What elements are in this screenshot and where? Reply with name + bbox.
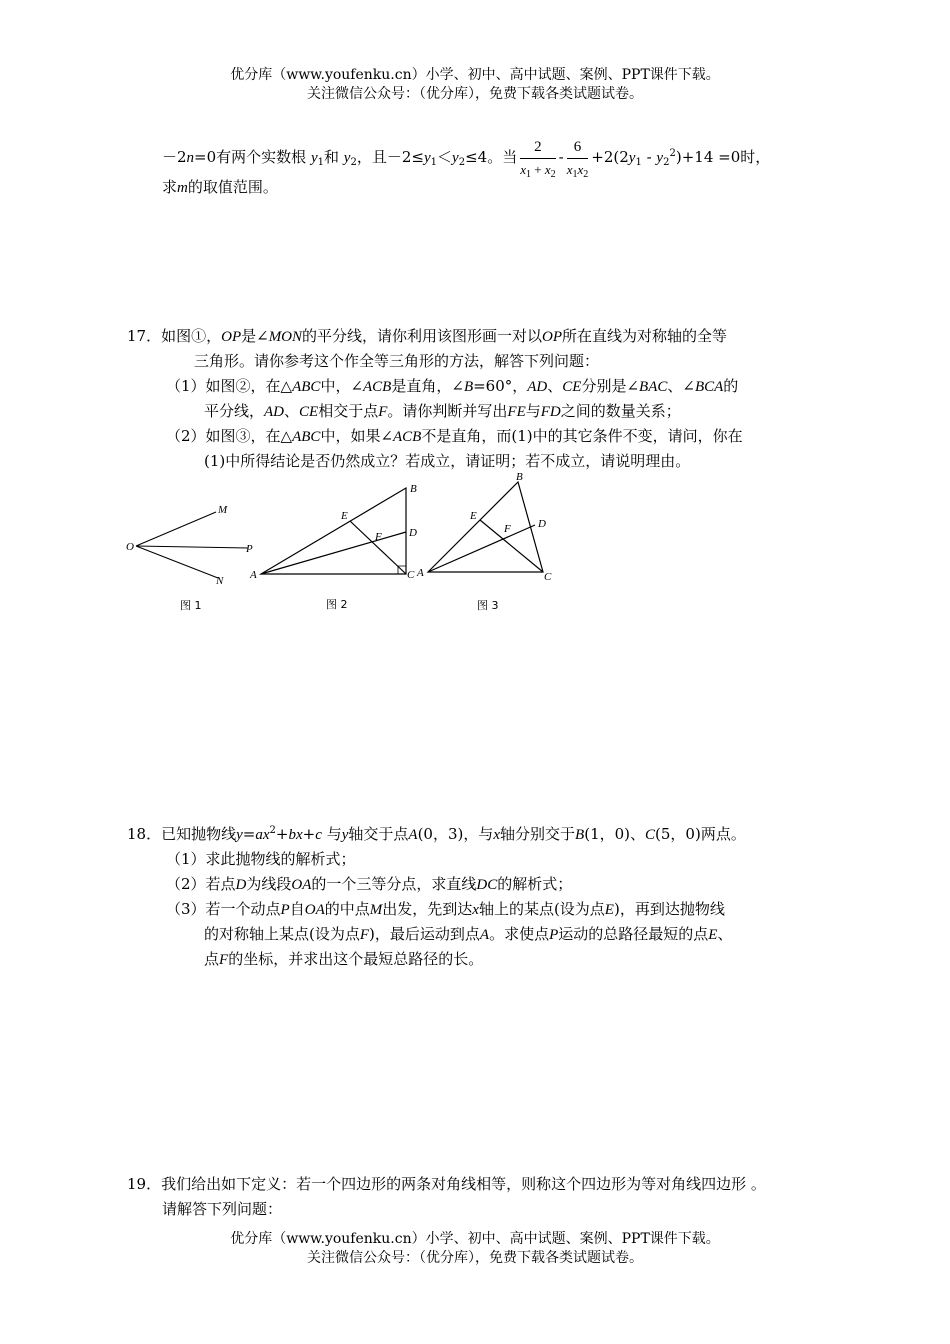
q17-line-3: （1）如图②，在△ABC中，∠ACB是直角，∠B=60°，AD、CE分别是∠BAC、∠BCA的 [166,377,739,395]
q18-line-4: （3）若一个动点P自OA的中点M出发，先到达x轴上的某点(设为点E)，再到达抛物线 [166,900,725,918]
q18-line-2: （1）求此抛物线的解析式； [166,850,356,868]
q18-line-6: 点F的坐标，并求出这个最短总路径的长。 [204,950,484,968]
svg-text:E: E [470,510,477,522]
svg-text:P: P [246,543,253,555]
q17-line-6: (1)中所得结论是否仍然成立？若成立，请证明；若不成立，请说明理由。 [204,452,691,470]
q18-line-5: 的对称轴上某点(设为点F)，最后运动到点A。求使点P运动的总路径最短的点E、 [204,925,733,943]
figure-3-triangle [428,482,543,572]
svg-text:D: D [409,527,417,539]
svg-text:B: B [410,483,417,495]
svg-text:B: B [516,471,523,483]
figure-2-label: 图 2 [326,598,348,611]
footer-line-2: 关注微信公众号：（优分库），免费下载各类试题试卷。 [307,1250,643,1266]
q17-line-4: 平分线，AD、CE相交于点F。请你判断并写出FE与FD之间的数量关系； [204,402,681,420]
q17-line-5: （2）如图③，在△ABC中，如果∠ACB不是直角，而(1)中的其它条件不变，请问，你在 [166,427,743,445]
figure-2-triangle [261,488,406,574]
header-line-2: 关注微信公众号：（优分库），免费下载各类试题试卷。 [307,86,643,102]
svg-text:N: N [216,575,224,587]
svg-text:E: E [341,510,348,522]
q18-line-3: （2）若点D为线段OA的一个三等分点，求直线DC的解析式； [166,875,573,893]
q18-line-1: 18．已知抛物线$y=ax^2+bx+c$ 与y轴交于点A(0，3)，与x轴分别交于B(1，0)、C(5，0)两点。 [127,825,746,843]
q19-line-1: 19．我们给出如下定义：若一个四边形的两条对角线相等，则称这个四边形为等对角线四边形 。 [127,1175,766,1193]
q17-line-2: 三角形。请你参考这个作全等三角形的方法，解答下列问题： [194,352,600,370]
svg-text:A: A [250,569,257,581]
svg-text:M: M [218,504,228,516]
footer-line-1: 优分库（www.youfenku.cn）小学、初中、高中试题、案例、PPT课件下载。 [230,1231,720,1247]
q17-line-1: 17．如图①，OP是∠MON的平分线，请你利用该图形画一对以OP所在直线为对称轴的全等 [127,327,728,345]
svg-text:F: F [375,531,382,543]
q19-line-2: 请解答下列问题： [162,1200,283,1218]
header-line-1: 优分库（www.youfenku.cn）小学、初中、高中试题、案例、PPT课件下载。 [230,67,720,83]
svg-text:O: O [126,541,134,553]
fraction-6-over-product: $\frac{6}{x_1x_2}$ [566,139,589,180]
fraction-2-over-sum: $\frac{2}{x_1 + x_2}$ [520,139,556,180]
svg-text:C: C [544,571,552,583]
figure-3-label: 图 3 [477,599,499,612]
figure-1-angle [136,512,248,578]
svg-text:F: F [504,523,511,535]
q16-line-2: 求m的取值范围。 [162,178,278,196]
svg-text:A: A [417,567,424,579]
figure-1-label: 图 1 [180,599,202,612]
q16-line-1: －2n=0有两个实数根 $y_1$和 $y_2$，且$-2\le y_1<y_2\le 4$。当 $\frac{2}{x_1 + x_2}$ - $\frac{6}{x_1x_2}$ $+2(2y_1 - y_2^2)+14 =0$时， [162,139,771,180]
svg-text:C: C [407,569,415,581]
q17-figures [118,470,568,590]
svg-text:D: D [538,518,546,530]
